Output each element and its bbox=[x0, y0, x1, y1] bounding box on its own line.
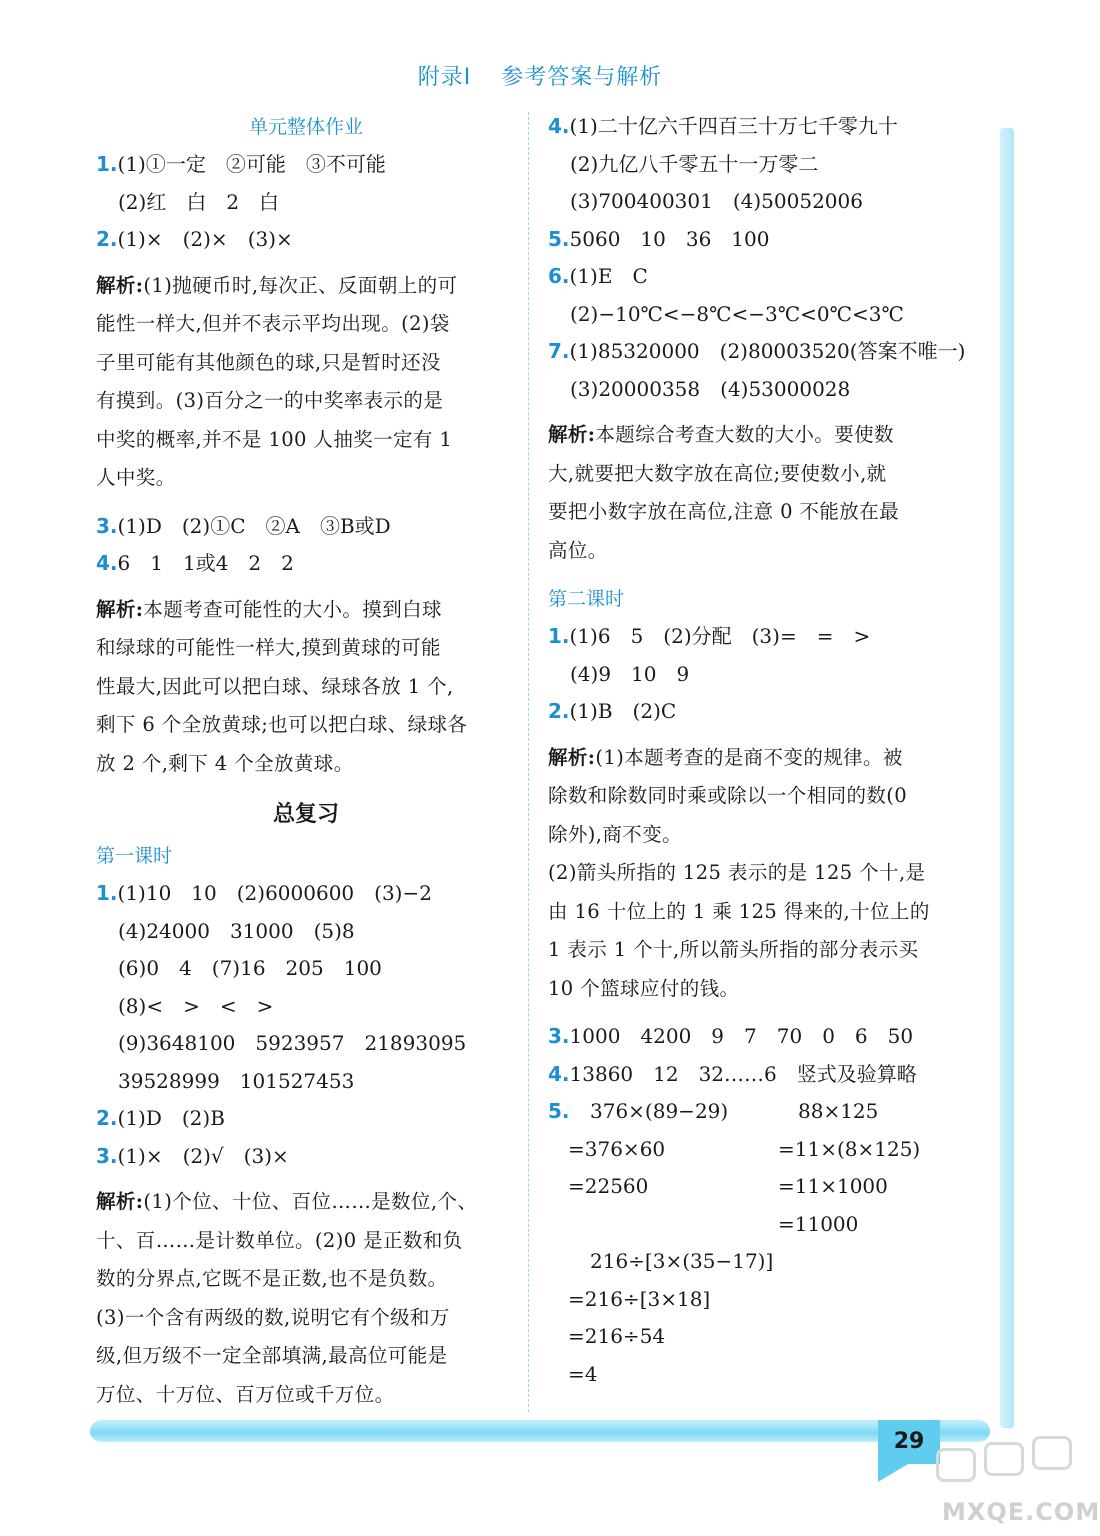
answer-line: 4.(1)二十亿六千四百三十万七千零九十 bbox=[548, 114, 898, 138]
analysis-block: 解析:(1)抛硬币时,每次正、反面朝上的可 能性一样大,但并不表示平均出现。(2)袋 子里可能有其他颜色的球,只是暂时还没 有摸到。(3)百分之一的中奖率表示的是 中奖的概率,并不是 100 人抽奖一定有 1 人中奖。 bbox=[96, 273, 458, 489]
answer-line: (3)20000358 (4)53000028 bbox=[570, 376, 851, 401]
answer-line: 6.(1)E C bbox=[548, 264, 648, 288]
answer-line: 4.13860 12 32……6 竖式及验算略 bbox=[548, 1061, 917, 1086]
column-divider bbox=[528, 112, 529, 1412]
answer-line: 4.6 1 1或4 2 2 bbox=[96, 551, 294, 575]
answer-line: 2.(1)D (2)B bbox=[96, 1106, 225, 1130]
calculation-2: 88×125 bbox=[798, 1099, 879, 1123]
answer-line: (4)9 10 9 bbox=[570, 661, 690, 686]
analysis-block: 解析:(1)个位、十位、百位……是数位,个、 十、百……是计数单位。(2)0 是正数和负 数的分界点,它既不是正数,也不是负数。 (3)一个含有两级的数,说明它有个级和万 级,但万级不一定全部填满,最高位可能是 万位、十万位、百万位或千万位。 bbox=[96, 1190, 478, 1406]
answer-line: 3.(1)D (2)①C ②A ③B或D bbox=[96, 513, 391, 538]
calculation-3-steps: =216÷[3×18] =216÷54 =4 bbox=[568, 1286, 711, 1386]
watermark bbox=[936, 1428, 1100, 1528]
answer-line: (2)−10℃<−8℃<−3℃<0℃<3℃ bbox=[570, 301, 904, 326]
page-number: 29 bbox=[878, 1420, 940, 1464]
analysis-block: 解析:本题考查可能性的大小。摸到白球 和绿球的可能性一样大,摸到黄球的可能 性最大,因此可以把白球、绿球各放 1 个, 剩下 6 个全放黄球;也可以把白球、绿球各 放 2 个,剩下 4 个全放黄球。 bbox=[96, 597, 468, 775]
watermark-logo-icon bbox=[1032, 1436, 1072, 1470]
lesson-title: 第二课时 bbox=[548, 588, 625, 610]
answer-line: 2.(1)× (2)× (3)× bbox=[96, 227, 293, 251]
answer-line: 39528999 101527453 bbox=[118, 1068, 355, 1093]
answer-line: (2)红 白 2 白 bbox=[118, 189, 280, 214]
answer-line: (4)24000 31000 (5)8 bbox=[118, 918, 355, 943]
watermark-logo-icon bbox=[984, 1442, 1024, 1476]
watermark-text: MXQE.COM bbox=[942, 1498, 1100, 1526]
answer-line: 5.5060 10 36 100 bbox=[548, 226, 770, 251]
analysis-block: 解析:本题综合考查大数的大小。要使数 大,就要把大数字放在高位;要使数小,就 要把小数字放在高位,注意 0 不能放在最 高位。 bbox=[548, 423, 900, 562]
unit-title: 单元整体作业 bbox=[248, 116, 363, 138]
answer-line: 2.(1)B (2)C bbox=[548, 699, 677, 723]
appendix-label: 附录Ⅰ bbox=[417, 65, 472, 90]
calculation-block bbox=[548, 1093, 968, 1393]
left-column bbox=[96, 108, 516, 1424]
watermark-logo-icon bbox=[936, 1448, 976, 1482]
right-decorative-band bbox=[1000, 128, 1014, 1428]
answer-line: (6)0 4 (7)16 205 100 bbox=[118, 956, 382, 980]
answer-line: 3.(1)× (2)√ (3)× bbox=[96, 1143, 289, 1168]
lesson-title: 第一课时 bbox=[96, 845, 173, 867]
header-title: 参考答案与解析 bbox=[501, 65, 663, 90]
answer-line: 1.(1)6 5 (2)分配 (3)= = > bbox=[548, 624, 871, 648]
answer-line: (3)700400301 (4)50052006 bbox=[570, 189, 863, 213]
answer-line: (2)九亿八千零五十一万零二 bbox=[570, 151, 819, 176]
right-column bbox=[548, 108, 968, 1393]
answer-line: 1.(1)10 10 (2)6000600 (3)−2 bbox=[96, 881, 432, 905]
answer-line: 1.(1)①一定 ②可能 ③不可能 bbox=[96, 152, 386, 176]
calculation-1: 376×(89−29) bbox=[590, 1099, 729, 1123]
page-header bbox=[0, 60, 1080, 91]
calculation-3: 216÷[3×(35−17)] bbox=[590, 1249, 774, 1273]
calculation-2-steps: =11×(8×125) =11×1000 =11000 bbox=[778, 1136, 921, 1236]
answer-line: 7.(1)85320000 (2)80003520(答案不唯一) bbox=[548, 339, 966, 363]
page-number-tab bbox=[878, 1464, 908, 1482]
analysis-block: 解析:(1)本题考查的是商不变的规律。被 除数和除数同时乘或除以一个相同的数(0 除外),商不变。 (2)箭头所指的 125 表示的是 125 个十,是 由 16 十位上的 1 乘 125 得来的,十位上的 1 表示 1 个十,所以箭头所指的部分表示买 10 个篮球应付的钱。 bbox=[548, 745, 930, 1000]
answer-line: (9)3648100 5923957 21893095 bbox=[118, 1031, 467, 1055]
answer-line: 3.1000 4200 9 7 70 0 6 50 bbox=[548, 1024, 914, 1048]
footer-wave bbox=[90, 1420, 990, 1442]
answer-line: (8)< > < > bbox=[118, 993, 274, 1018]
question-number: 5. bbox=[548, 1099, 570, 1123]
review-title: 总复习 bbox=[272, 802, 339, 827]
calculation-1-steps: =376×60 =22560 bbox=[568, 1136, 666, 1198]
